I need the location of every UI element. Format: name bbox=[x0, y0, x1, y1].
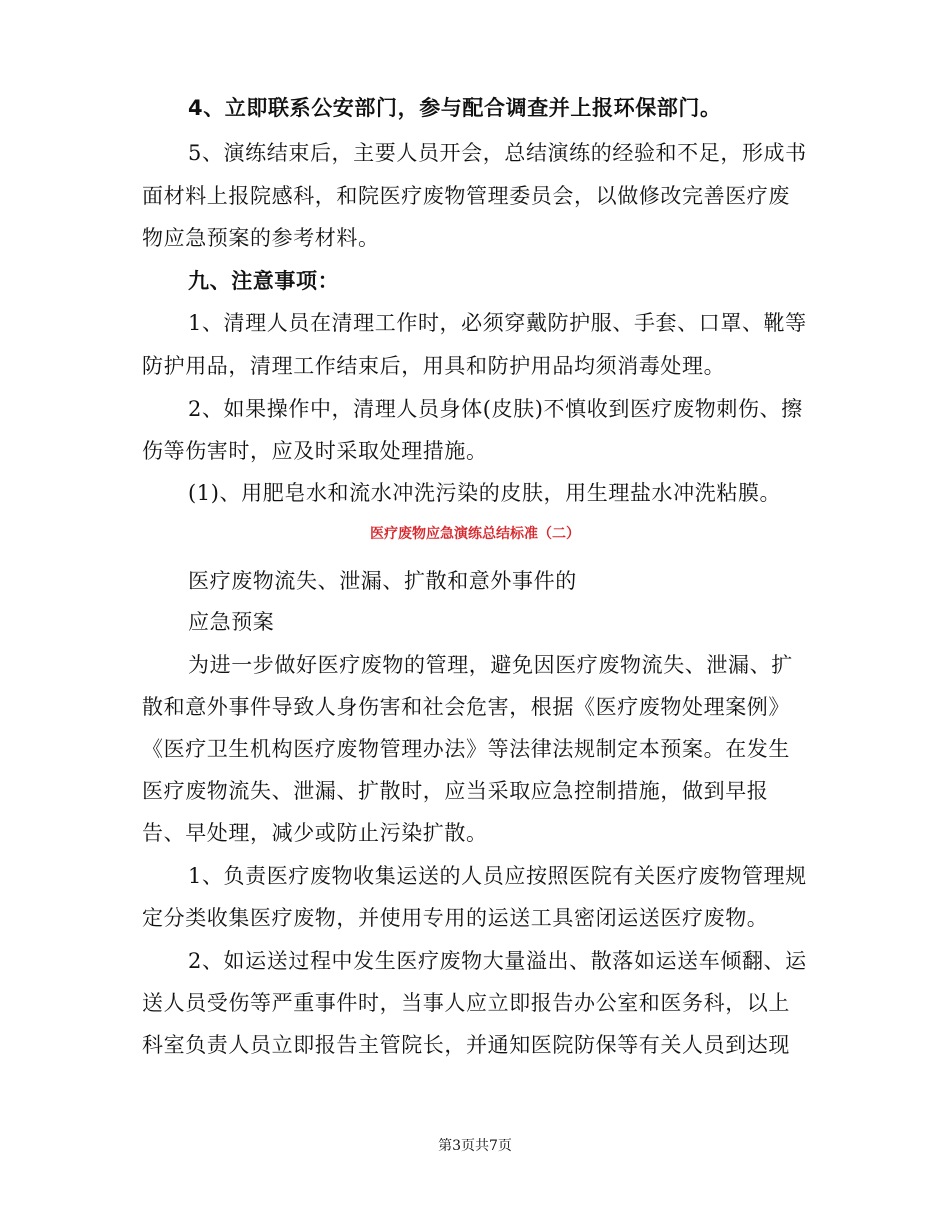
section-heading: 九、注意事项： bbox=[188, 269, 340, 293]
paragraph-line: 送人员受伤等严重事件时，当事人应立即报告办公室和医务科，以上 bbox=[142, 991, 790, 1015]
paragraph-line: 医疗废物流失、泄漏、扩散和意外事件的 bbox=[188, 569, 577, 593]
paragraph-line: 散和意外事件导致人身伤害和社会危害，根据《医疗废物处理案例》 bbox=[142, 695, 790, 719]
paragraph-line: 面材料上报院感科，和院医疗废物管理委员会，以做修改完善医疗废 bbox=[142, 184, 790, 208]
paragraph-line: 物应急预案的参考材料。 bbox=[142, 226, 380, 250]
page-number: 第3页共7页 bbox=[438, 1138, 512, 1154]
paragraph-line: 定分类收集医疗废物，并使用专用的运送工具密闭运送医疗废物。 bbox=[142, 906, 769, 930]
paragraph-line: 应急预案 bbox=[188, 610, 275, 634]
paragraph-line: 4、立即联系公安部门，参与配合调查并上报环保部门。 bbox=[188, 96, 722, 120]
paragraph-line: 科室负责人员立即报告主管院长，并通知医院防保等有关人员到达现 bbox=[142, 1033, 790, 1057]
paragraph-line: 伤等伤害时，应及时采取处理措施。 bbox=[142, 439, 488, 463]
paragraph-line: 5、演练结束后，主要人员开会，总结演练的经验和不足，形成书 bbox=[188, 141, 807, 165]
paragraph-line: 防护用品，清理工作结束后，用具和防护用品均须消毒处理。 bbox=[142, 354, 726, 378]
paragraph-line: (1)、用肥皂水和流水冲洗污染的皮肤，用生理盐水冲洗粘膜。 bbox=[188, 481, 782, 505]
paragraph-line: 告、早处理，减少或防止污染扩散。 bbox=[142, 821, 488, 845]
paragraph-line: 1、负责医疗废物收集运送的人员应按照医院有关医疗废物管理规 bbox=[188, 864, 807, 888]
paragraph-line: 为进一步做好医疗废物的管理，避免因医疗废物流失、泄漏、扩 bbox=[188, 653, 793, 677]
paragraph-line: 2、如运送过程中发生医疗废物大量溢出、散落如运送车倾翻、运 bbox=[188, 949, 807, 973]
paragraph-line: 2、如果操作中，清理人员身体(皮肤)不慎收到医疗废物刺伤、擦 bbox=[188, 397, 803, 421]
paragraph-line: 《医疗卫生机构医疗废物管理办法》等法律法规制定本预案。在发生 bbox=[142, 737, 790, 761]
section-title: 医疗废物应急演练总结标准（二） bbox=[370, 526, 580, 542]
paragraph-line: 1、清理人员在清理工作时，必须穿戴防护服、手套、口罩、靴等 bbox=[188, 311, 807, 335]
paragraph-line: 医疗废物流失、泄漏、扩散时，应当采取应急控制措施，做到早报 bbox=[142, 779, 769, 803]
